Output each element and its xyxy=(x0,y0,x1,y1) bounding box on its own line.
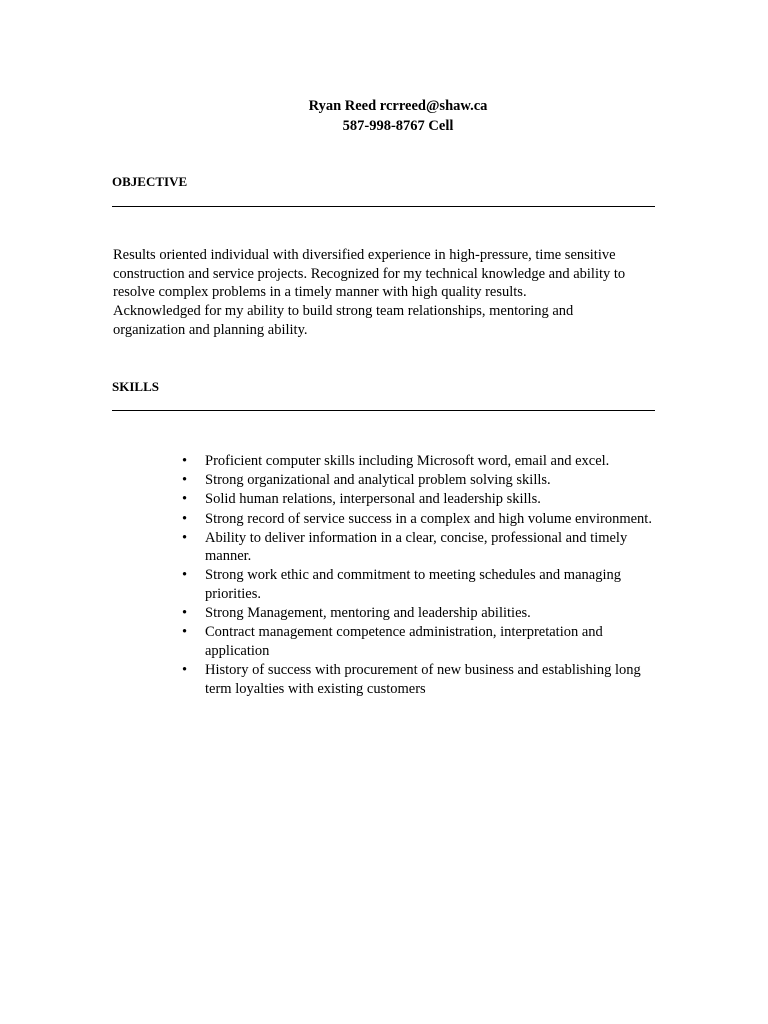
bullet-icon: • xyxy=(182,605,188,622)
list-item xyxy=(0,510,665,529)
skills-list xyxy=(0,452,665,699)
skill-text: Strong Management, mentoring and leadership abilities. xyxy=(205,605,531,622)
skill-text: Solid human relations, interpersonal and leadership skills. xyxy=(205,491,541,508)
resume-header xyxy=(14,96,768,136)
list-item xyxy=(0,490,665,509)
bullet-icon: • xyxy=(182,662,188,678)
skill-text: Proficient computer skills including Microsoft word, email and excel. xyxy=(205,453,610,469)
name-email: Ryan Reed rcrreed@shaw.ca xyxy=(308,98,488,114)
objective-line: Results oriented individual with diversified experience in high-pressure, time sensitive xyxy=(113,247,616,263)
skill-text: Strong work ethic and commitment to meeting schedules and managing priorities. xyxy=(205,567,621,602)
bullet-icon: • xyxy=(182,567,188,584)
list-item xyxy=(0,623,665,660)
objective-paragraph xyxy=(113,246,673,340)
bullet-icon: • xyxy=(182,472,188,489)
objective-heading: OBJECTIVE xyxy=(112,174,188,189)
bullet-icon: • xyxy=(182,510,188,527)
list-item xyxy=(0,566,665,603)
phone-number: 587-998-8767 Cell xyxy=(342,118,454,134)
skill-text: Strong organizational and analytical problem solving skills. xyxy=(205,472,551,489)
skill-text: Contract management competence administration, interpretation and application xyxy=(205,624,603,659)
bullet-icon: • xyxy=(182,529,188,546)
bullet-icon: • xyxy=(182,453,188,469)
list-item xyxy=(0,661,665,698)
skill-text: Strong record of service success in a complex and high volume environment. xyxy=(205,510,652,527)
list-item xyxy=(0,471,665,490)
bullet-icon: • xyxy=(182,491,188,508)
list-item xyxy=(0,452,665,471)
list-item xyxy=(0,529,665,566)
objective-divider xyxy=(112,206,655,207)
objective-line: Acknowledged for my ability to build strong team relationships, mentoring and xyxy=(113,303,574,320)
list-item xyxy=(0,604,665,623)
skills-heading: SKILLS xyxy=(112,379,159,394)
skill-text: Ability to deliver information in a clear, concise, professional and timely manner. xyxy=(205,529,628,565)
objective-line: resolve complex problems in a timely manner with high quality results. xyxy=(113,284,527,301)
objective-line: construction and service projects. Recognized for my technical knowledge and ability to xyxy=(113,265,626,282)
skills-divider xyxy=(112,410,655,411)
bullet-icon: • xyxy=(182,624,188,641)
objective-line: organization and planning ability. xyxy=(113,321,308,338)
skill-text: History of success with procurement of new business and establishing long term loyalties with existing customers xyxy=(205,662,641,697)
